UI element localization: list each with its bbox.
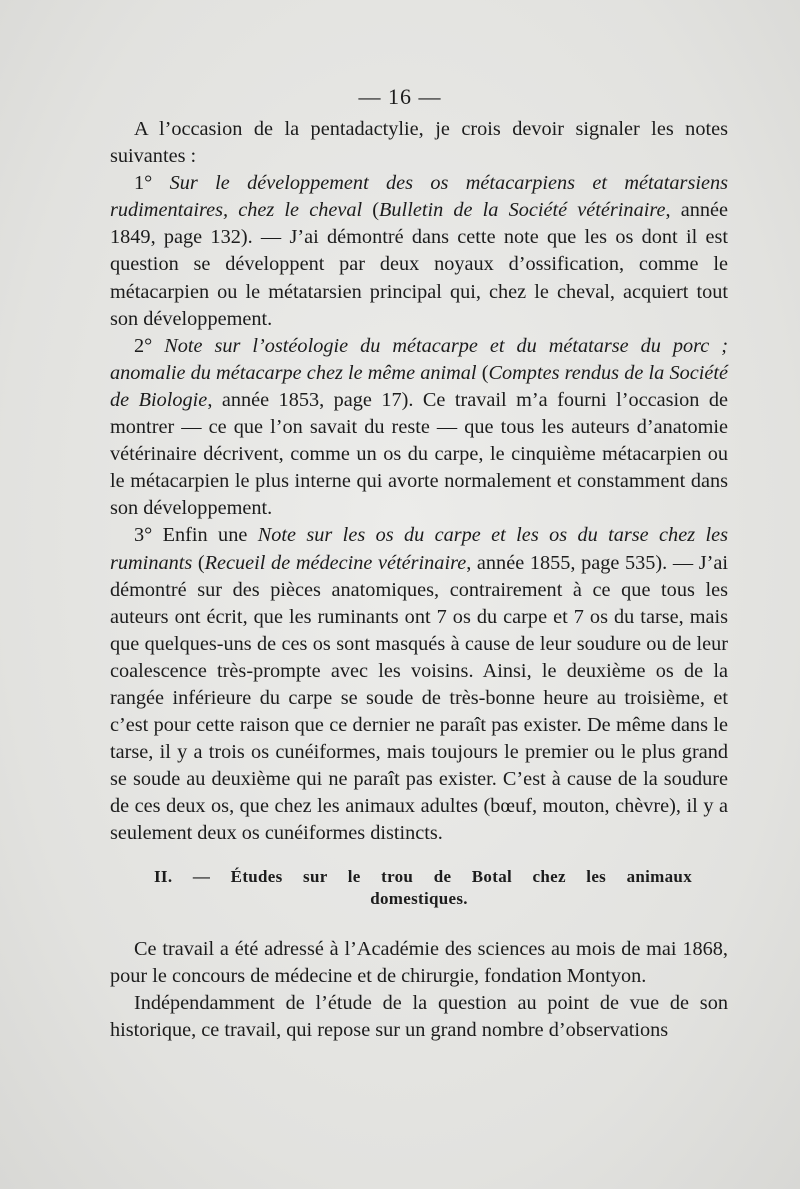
item-1-source-open: ( bbox=[372, 199, 380, 222]
section-paragraph-1: Ce travail a été adressé à l’Académie des sciences au mois de mai 1868, pour le concours de médecine et de chirurgie, fondation Montyon. bbox=[110, 937, 728, 987]
note-item-2 bbox=[110, 333, 728, 523]
page-body bbox=[110, 116, 728, 1044]
page-number: — 16 — bbox=[358, 84, 442, 109]
item-1-number: 1° bbox=[134, 172, 153, 195]
item-3-text: , année 1855, page 535). — J’ai démontré sur des pièces anatomiques, contrairement à ce que tous les auteurs ont écrit, que les ruminants ont 7 os du carpe et 7 os du tarse, mais que quelques-uns de ces os sont masqués à cause de leur soudure ou de leur coalescence très-prompte avec les voisins. Ainsi, le deuxième os de la rangée inférieure du carpe se soude de très-bonne heure au troisième, et c’est pour cette raison que ce dernier ne paraît pas exister. De même dans le tarse, il y a trois os cunéiformes, mais toujours le premier ou le plus grand se soude au deuxième qui ne paraît pas exister. C’est à cause de la soudure de ces deux os, que chez les animaux adultes (bœuf, mouton, chèvre), il y a seulement deux os cunéiformes distincts. bbox=[110, 551, 729, 845]
item-3-number: 3° bbox=[134, 524, 153, 547]
note-item-3 bbox=[110, 522, 728, 847]
section-heading bbox=[110, 866, 728, 910]
item-2-title: Note sur l’ostéologie du métacarpe et du métatarse du porc ; anomalie du métacarpe chez le même animal bbox=[110, 334, 728, 384]
item-1-title: Sur le développement des os métacarpiens et métatarsiens rudimentaires, chez le cheval bbox=[110, 172, 729, 222]
section-heading-line-2: domestiques. bbox=[370, 888, 468, 908]
intro-paragraph: A l’occasion de la pentadactylie, je crois devoir signaler les notes suivantes : bbox=[110, 118, 728, 168]
item-3-source: Recueil de médecine vétérinaire bbox=[204, 551, 467, 574]
item-3-source-open: ( bbox=[192, 551, 205, 574]
item-2-text: , année 1853, page 17). Ce travail m’a fourni l’occasion de montrer — ce que l’on savait du reste — que tous les auteurs d’anatomie vétérinaire décrivent, comme un os du carpe, le cinquième métacarpien ou le métacarpien le plus interne qui avorte normalement et constamment dans son développement. bbox=[110, 388, 729, 520]
item-2-source-open: ( bbox=[476, 361, 489, 384]
note-item-1 bbox=[110, 170, 728, 333]
item-2-number: 2° bbox=[134, 334, 153, 357]
item-3-title: Note sur les os du carpe et les os du tarse chez les ruminants bbox=[110, 524, 728, 574]
section-paragraph-2: Indépendamment de l’étude de la question au point de vue de son historique, ce travail, qui repose sur un grand nombre d’observations bbox=[110, 991, 728, 1041]
section-heading-line-1: II. — Études sur le trou de Botal chez les animaux bbox=[154, 866, 692, 886]
item-1-source: Bulletin de la Société vétérinaire bbox=[379, 199, 666, 222]
item-1-text: , année 1849, page 132). — J’ai démontré dans cette note que les os dont il est question se développent par deux noyaux d’ossification, comme le métacarpien ou le métatarsien principal qui, chez le cheval, acquiert tout son développement. bbox=[110, 199, 728, 330]
item-3-pre: Enfin une bbox=[152, 524, 258, 547]
item-2-source: Comptes rendus de la Société de Biologie bbox=[110, 361, 728, 411]
